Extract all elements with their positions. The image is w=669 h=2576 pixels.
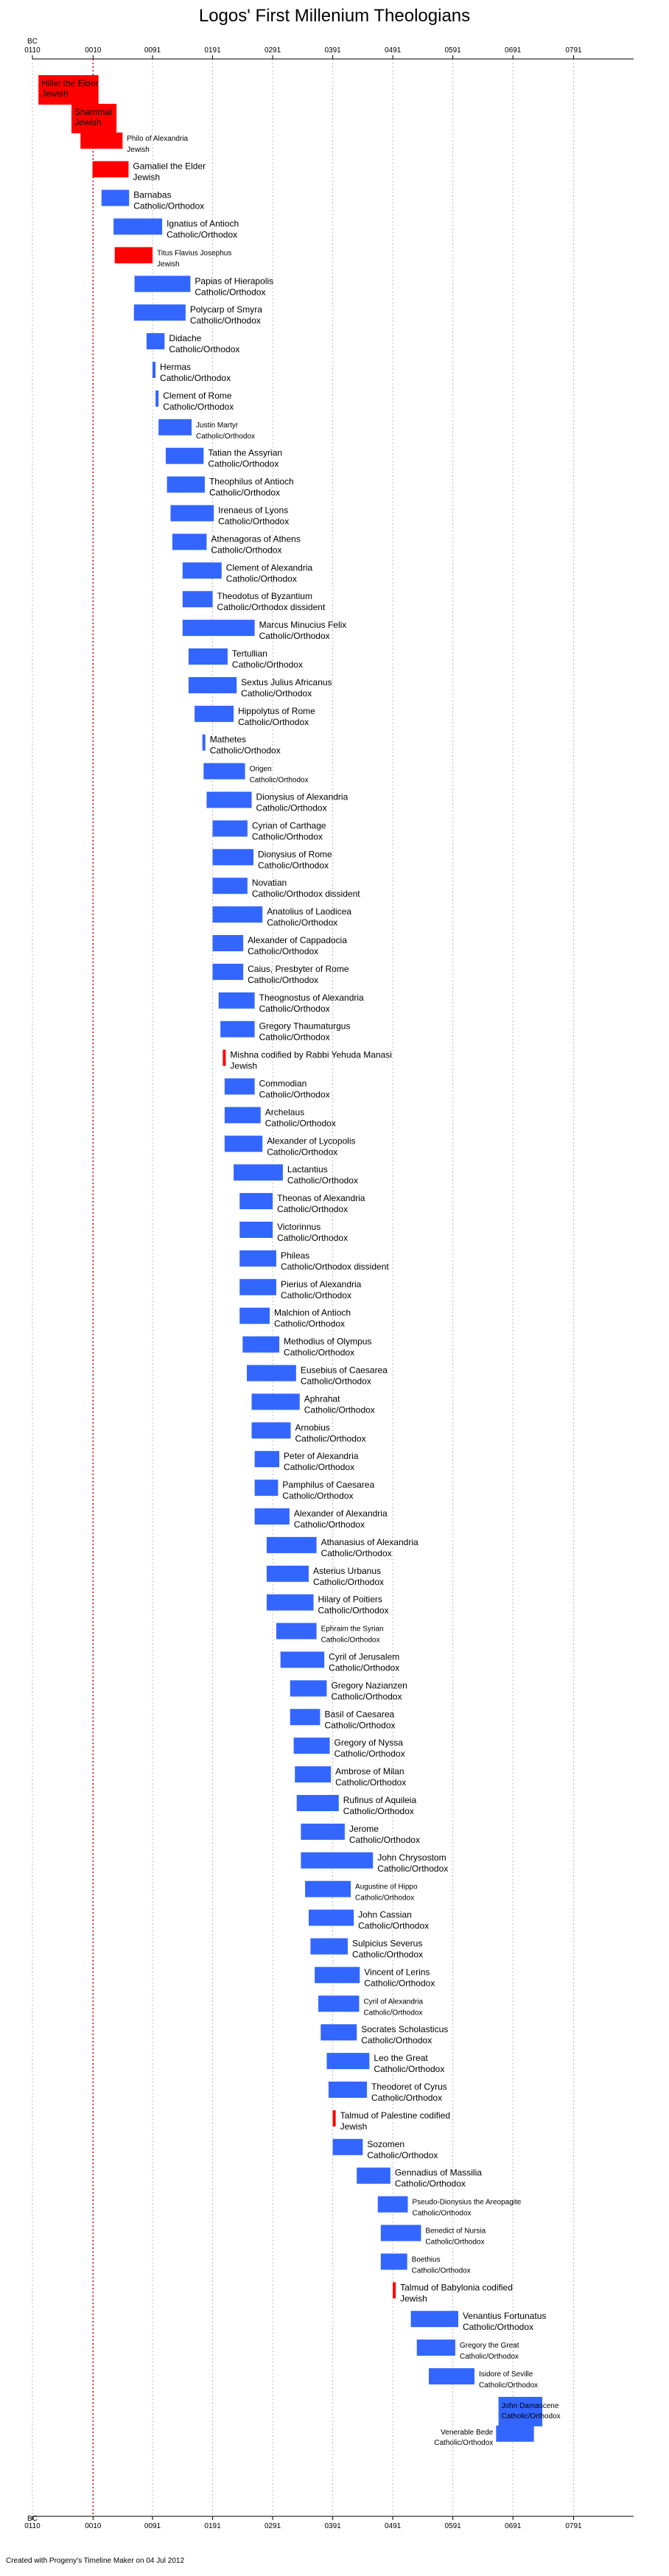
event-group: Jewish bbox=[230, 1060, 258, 1071]
event-group: Catholic/Orthodox bbox=[231, 659, 303, 670]
tick-label: 0091 bbox=[144, 2522, 161, 2530]
event-group: Catholic/Orthodox bbox=[267, 917, 338, 928]
event-bar bbox=[147, 333, 164, 349]
tick-label: 0110 bbox=[24, 2522, 41, 2530]
event-name: Hillel the Elder bbox=[41, 78, 99, 88]
event-bar bbox=[496, 2426, 533, 2442]
event-name: Titus Flavius Josephus bbox=[157, 249, 232, 258]
event-bar bbox=[315, 1967, 360, 1983]
event-group: Catholic/Orthodox bbox=[374, 2064, 445, 2075]
event-bar bbox=[255, 1508, 290, 1525]
tick-label: 0010 bbox=[85, 46, 102, 55]
event-group: Jewish bbox=[400, 2293, 427, 2304]
event-bar bbox=[225, 1135, 262, 1152]
tick-label: 0591 bbox=[444, 2522, 461, 2530]
event-name: Cyril of Alexandria bbox=[363, 1998, 424, 2006]
event-name: Theodotus of Byzantium bbox=[217, 591, 312, 602]
event-bar bbox=[393, 2282, 396, 2298]
event-bar bbox=[203, 763, 245, 780]
event-bar bbox=[305, 1881, 351, 1897]
event-name: Polycarp of Smyra bbox=[189, 304, 262, 315]
event-bar bbox=[115, 247, 153, 263]
event-group: Catholic/Orthodox bbox=[238, 716, 309, 727]
event-name: Victorinnus bbox=[277, 1222, 321, 1232]
event-group: Catholic/Orthodox bbox=[287, 1175, 358, 1186]
event-bar bbox=[310, 1939, 348, 1955]
event-bar bbox=[183, 591, 213, 607]
event-name: Sulpicius Severus bbox=[351, 1938, 423, 1949]
event-bar bbox=[247, 1365, 296, 1382]
event-bar bbox=[239, 1308, 270, 1324]
event-name: Pamphilus of Caesarea bbox=[282, 1480, 375, 1491]
event-name: Origen bbox=[249, 765, 272, 774]
event-name: Asterius Urbanus bbox=[312, 1565, 382, 1576]
event-group: Catholic/Orthodox bbox=[363, 2009, 423, 2017]
event-bar bbox=[234, 1164, 283, 1180]
event-name: Augustine of Hippo bbox=[355, 1883, 418, 1891]
event-group: Catholic/Orthodox bbox=[277, 1204, 348, 1215]
event-group: Catholic/Orthodox bbox=[248, 946, 319, 956]
event-bar bbox=[297, 1795, 339, 1811]
event-group: Catholic/Orthodox bbox=[251, 831, 323, 842]
event-name: Rufinus of Aquileia bbox=[343, 1795, 417, 1805]
event-name: Alexander of Cappadocia bbox=[248, 935, 347, 945]
event-bar bbox=[429, 2368, 474, 2384]
event-name: Aphrahat bbox=[304, 1393, 340, 1404]
event-bar bbox=[294, 1737, 330, 1754]
event-bar bbox=[381, 2253, 407, 2269]
tick-label: 0791 bbox=[565, 46, 582, 55]
event-name: Vincent of Lerins bbox=[364, 1967, 430, 1978]
event-group: Jewish bbox=[41, 88, 69, 99]
tick-label: 0691 bbox=[505, 46, 522, 55]
event-group: Catholic/Orthodox bbox=[434, 2438, 494, 2447]
event-group: Catholic/Orthodox bbox=[163, 401, 234, 412]
tick-label: 0491 bbox=[384, 46, 402, 55]
event-name: Theophilus of Antioch bbox=[209, 476, 294, 487]
event-group: Jewish bbox=[133, 172, 161, 183]
event-name: Clement of Alexandria bbox=[225, 562, 313, 573]
event-bar bbox=[239, 1279, 276, 1295]
event-group: Catholic/Orthodox bbox=[195, 287, 266, 298]
event-bar bbox=[213, 964, 244, 980]
event-name: Theonas of Alexandria bbox=[277, 1193, 365, 1204]
event-group: Catholic/Orthodox bbox=[329, 1662, 400, 1673]
event-bar bbox=[225, 1079, 255, 1095]
event-bar bbox=[252, 1393, 300, 1410]
event-name: Peter of Alexandria bbox=[284, 1451, 359, 1462]
event-name: Gregory of Nyssa bbox=[334, 1737, 403, 1749]
event-group: Jewish bbox=[127, 145, 150, 154]
event-bar bbox=[158, 419, 192, 435]
event-group: Catholic/Orthodox bbox=[371, 2093, 443, 2103]
era-label: BC bbox=[27, 38, 38, 46]
event-name: Methodius of Olympus bbox=[284, 1336, 372, 1347]
event-bar bbox=[213, 906, 263, 923]
event-bar bbox=[113, 219, 162, 235]
event-name: John Cassian bbox=[358, 1909, 412, 1920]
event-bar bbox=[225, 1107, 261, 1123]
event-group: Catholic/Orthodox bbox=[478, 2381, 539, 2390]
event-group: Jewish bbox=[74, 116, 102, 127]
tick-label: 0791 bbox=[565, 2522, 582, 2530]
event-bar bbox=[255, 1480, 279, 1496]
event-group: Catholic/Orthodox bbox=[209, 487, 281, 498]
tick-label: 0691 bbox=[505, 2522, 522, 2530]
event-name: Hippolytus of Rome bbox=[238, 705, 315, 716]
event-name: Sozomen bbox=[367, 2138, 405, 2149]
event-name: Talmud of Babylonia codified bbox=[400, 2282, 513, 2293]
event-group: Catholic/Orthodox bbox=[412, 2209, 472, 2218]
event-bar bbox=[333, 2110, 336, 2127]
event-bar bbox=[213, 878, 248, 894]
event-bar bbox=[166, 448, 203, 464]
event-group: Catholic/Orthodox bbox=[167, 229, 238, 240]
tick-label: 0091 bbox=[144, 46, 161, 55]
event-group: Catholic/Orthodox bbox=[259, 1089, 330, 1100]
event-name: Mishna codified by Rabbi Yehuda Manasi bbox=[230, 1049, 392, 1060]
event-group: Catholic/Orthodox bbox=[189, 315, 261, 326]
event-bar bbox=[290, 1709, 321, 1725]
event-name: Hermas bbox=[160, 362, 192, 372]
event-bar bbox=[183, 620, 255, 636]
event-group: Catholic/Orthodox bbox=[321, 1636, 380, 1645]
event-group: Catholic/Orthodox bbox=[293, 1519, 365, 1530]
event-group: Catholic/Orthodox bbox=[248, 974, 319, 985]
event-bar bbox=[411, 2311, 458, 2327]
event-group: Catholic/Orthodox bbox=[411, 2267, 471, 2275]
event-group: Catholic/Orthodox bbox=[459, 2353, 519, 2362]
event-bar bbox=[417, 2339, 455, 2356]
event-group: Catholic/Orthodox bbox=[361, 2035, 432, 2046]
event-group: Catholic/Orthodox bbox=[133, 200, 205, 211]
event-name: Marcus Minucius Felix bbox=[259, 620, 347, 631]
event-group: Catholic/Orthodox bbox=[348, 1834, 420, 1845]
event-name: Malchion of Antioch bbox=[273, 1307, 351, 1318]
event-name: Talmud of Palestine codified bbox=[340, 2110, 451, 2121]
event-name: Phileas bbox=[280, 1250, 310, 1261]
event-name: Commodian bbox=[259, 1078, 307, 1089]
event-bar bbox=[281, 1652, 325, 1668]
event-group: Jewish bbox=[157, 260, 180, 269]
tick-label: 0010 bbox=[85, 2522, 102, 2530]
event-group: Catholic/Orthodox bbox=[267, 1147, 338, 1158]
event-group: Catholic/Orthodox bbox=[343, 1806, 414, 1816]
event-group: Catholic/Orthodox bbox=[211, 545, 282, 556]
event-name: Lactantius bbox=[287, 1164, 328, 1175]
event-bar bbox=[153, 362, 155, 378]
event-bar bbox=[333, 2139, 363, 2155]
event-bar bbox=[357, 2168, 390, 2184]
event-group: Catholic/Orthodox bbox=[284, 1462, 355, 1473]
event-bar bbox=[242, 1337, 279, 1353]
event-bar bbox=[309, 1910, 354, 1926]
event-bar bbox=[189, 648, 228, 665]
event-name: Theognostus of Alexandria bbox=[259, 992, 364, 1003]
event-group: Catholic/Orthodox bbox=[241, 687, 312, 699]
event-group: Catholic/Orthodox dissident bbox=[251, 889, 360, 900]
event-group: Catholic/Orthodox bbox=[277, 1233, 348, 1243]
event-bar bbox=[301, 1824, 345, 1840]
event-name: Athenagoras of Athens bbox=[211, 533, 301, 545]
event-bar bbox=[213, 820, 248, 836]
event-name: Boethius bbox=[411, 2255, 441, 2264]
event-bar bbox=[255, 1451, 279, 1467]
event-group: Catholic/Orthodox bbox=[256, 802, 327, 813]
event-name: Jerome bbox=[348, 1823, 379, 1834]
event-name: Tertullian bbox=[231, 648, 267, 659]
event-name: Archelaus bbox=[265, 1107, 305, 1118]
event-name: Venerable Bede bbox=[441, 2428, 494, 2437]
event-bar bbox=[167, 477, 205, 493]
event-name: Shammai bbox=[74, 106, 112, 117]
event-name: Novatian bbox=[251, 878, 287, 889]
tick-label: 0391 bbox=[324, 2522, 341, 2530]
event-name: Alexander of Lycopolis bbox=[267, 1135, 356, 1147]
event-name: Pseudo-Dionysius the Areopagite bbox=[412, 2198, 522, 2207]
event-group: Catholic/Orthodox bbox=[312, 1576, 385, 1587]
event-name: Philo of Alexandria bbox=[127, 134, 189, 143]
event-name: Venantius Fortunatus bbox=[462, 2311, 547, 2322]
event-bar bbox=[203, 735, 206, 751]
event-bar bbox=[223, 1050, 225, 1066]
event-group: Catholic/Orthodox bbox=[282, 1491, 354, 1502]
tick-label: 0591 bbox=[444, 46, 461, 55]
event-name: Athanasius of Alexandria bbox=[321, 1536, 418, 1547]
event-name: Ambrose of Milan bbox=[335, 1766, 404, 1777]
event-name: Dionysius of Alexandria bbox=[256, 791, 348, 802]
event-bar bbox=[267, 1595, 314, 1611]
event-name: Gregory the Great bbox=[459, 2342, 519, 2351]
event-group: Catholic/Orthodox bbox=[501, 2412, 561, 2421]
event-name: Cyrian of Carthage bbox=[251, 820, 326, 831]
event-name: Alexander of Alexandria bbox=[293, 1508, 388, 1519]
event-bar bbox=[276, 1623, 317, 1639]
tick-label: 0291 bbox=[264, 2522, 281, 2530]
event-name: Dionysius of Rome bbox=[257, 849, 332, 860]
event-group: Catholic/Orthodox bbox=[208, 458, 279, 469]
event-group: Catholic/Orthodox bbox=[295, 1433, 366, 1444]
event-bar bbox=[499, 2397, 543, 2426]
event-name: Hilary of Poitiers bbox=[318, 1594, 382, 1605]
event-bar bbox=[102, 190, 129, 206]
event-name: Justin Martyr bbox=[196, 421, 239, 430]
event-name: Leo the Great bbox=[374, 2053, 428, 2064]
event-bar bbox=[267, 1566, 309, 1582]
event-name: Socrates Scholasticus bbox=[361, 2024, 449, 2035]
event-group: Catholic/Orthodox bbox=[249, 776, 309, 785]
event-group: Catholic/Orthodox bbox=[321, 1547, 392, 1558]
footer-credit: Created with Progeny's Timeline Maker on 04 Jul 2012 bbox=[6, 2557, 185, 2565]
event-bar bbox=[381, 2225, 421, 2241]
event-bar bbox=[195, 706, 234, 722]
event-bar bbox=[321, 2024, 357, 2040]
event-group: Catholic/Orthodox bbox=[351, 1949, 424, 1960]
event-group: Jewish bbox=[340, 2121, 368, 2132]
tick-label: 0291 bbox=[264, 46, 281, 55]
event-group: Catholic/Orthodox bbox=[377, 1863, 449, 1874]
event-group: Catholic/Orthodox bbox=[335, 1777, 407, 1788]
event-group: Catholic/Orthodox bbox=[425, 2238, 485, 2247]
event-name: Didache bbox=[169, 333, 202, 344]
event-name: Papias of Hierapolis bbox=[195, 276, 274, 287]
event-bar bbox=[155, 391, 158, 407]
event-group: Catholic/Orthodox bbox=[265, 1118, 336, 1129]
event-bar bbox=[93, 161, 129, 178]
event-group: Catholic/Orthodox bbox=[259, 1003, 330, 1014]
event-group: Catholic/Orthodox bbox=[160, 373, 231, 383]
event-bar bbox=[295, 1766, 331, 1782]
event-bar bbox=[220, 1021, 254, 1037]
event-name: Ignatius of Antioch bbox=[167, 218, 239, 229]
event-name: Irenaeus of Lyons bbox=[218, 505, 289, 516]
event-group: Catholic/Orthodox bbox=[259, 1032, 330, 1043]
event-name: Pierius of Alexandria bbox=[280, 1278, 362, 1289]
event-name: Clement of Rome bbox=[163, 390, 232, 401]
event-group: Catholic/Orthodox bbox=[364, 1978, 435, 1989]
event-group: Catholic/Orthodox bbox=[324, 1720, 396, 1731]
event-group: Catholic/Orthodox bbox=[225, 573, 297, 584]
event-name: Gennadius of Massilia bbox=[394, 2167, 482, 2178]
event-bar bbox=[170, 505, 214, 522]
event-group: Catholic/Orthodox dissident bbox=[280, 1261, 389, 1272]
tick-label: 0191 bbox=[204, 46, 221, 55]
event-group: Catholic/Orthodox bbox=[367, 2149, 438, 2160]
event-group: Catholic/Orthodox bbox=[196, 432, 256, 441]
event-bar bbox=[213, 849, 253, 865]
era-label: BC bbox=[27, 2515, 38, 2523]
event-group: Catholic/Orthodox bbox=[259, 631, 330, 642]
event-bar bbox=[239, 1222, 273, 1238]
event-name: Ephraim the Syrian bbox=[321, 1625, 384, 1634]
event-name: John Damascene bbox=[501, 2401, 559, 2410]
event-name: Gregory Thaumaturgus bbox=[259, 1021, 351, 1032]
tick-label: 0110 bbox=[24, 46, 41, 55]
event-group: Catholic/Orthodox bbox=[462, 2322, 534, 2333]
event-name: Caius, Presbyter of Rome bbox=[248, 963, 349, 974]
event-group: Catholic/Orthodox bbox=[273, 1318, 346, 1329]
event-bar bbox=[80, 133, 122, 149]
event-group: Catholic/Orthodox bbox=[257, 860, 329, 871]
event-name: Tatian the Assyrian bbox=[208, 447, 283, 458]
event-bar bbox=[134, 304, 186, 321]
event-group: Catholic/Orthodox bbox=[394, 2178, 466, 2189]
event-name: Eusebius of Caesarea bbox=[300, 1365, 388, 1376]
event-group: Catholic/Orthodox bbox=[218, 516, 290, 527]
event-name: Cyril of Jerusalem bbox=[329, 1651, 400, 1662]
event-group: Catholic/Orthodox bbox=[331, 1691, 402, 1702]
event-group: Catholic/Orthodox bbox=[358, 1920, 430, 1931]
event-bar bbox=[213, 935, 244, 951]
event-group: Catholic/Orthodox bbox=[280, 1289, 352, 1301]
event-group: Catholic/Orthodox dissident bbox=[217, 602, 326, 613]
event-bar bbox=[329, 2082, 367, 2098]
event-name: Anatolius of Laodicea bbox=[267, 906, 351, 917]
event-bar bbox=[239, 1250, 276, 1267]
event-bar bbox=[219, 993, 255, 1009]
event-bar bbox=[183, 562, 222, 578]
event-group: Catholic/Orthodox bbox=[304, 1404, 375, 1415]
event-name: Isidore of Seville bbox=[478, 2370, 533, 2379]
event-bar bbox=[378, 2197, 408, 2213]
event-name: Theodoret of Cyrus bbox=[371, 2082, 447, 2092]
tick-label: 0391 bbox=[324, 46, 341, 55]
event-bar bbox=[206, 792, 251, 808]
event-name: Arnobius bbox=[295, 1422, 330, 1433]
event-bar bbox=[239, 1193, 273, 1209]
chart-title: Logos' First Millenium Theologians bbox=[198, 6, 471, 26]
event-bar bbox=[189, 677, 237, 693]
event-group: Catholic/Orthodox bbox=[318, 1605, 389, 1616]
event-bar bbox=[252, 1422, 291, 1438]
event-name: Sextus Julius Africanus bbox=[241, 676, 332, 687]
event-name: John Chrysostom bbox=[377, 1852, 446, 1863]
event-group: Catholic/Orthodox bbox=[284, 1347, 355, 1358]
event-name: Benedict of Nursia bbox=[425, 2227, 486, 2236]
event-group: Catholic/Orthodox bbox=[300, 1376, 371, 1387]
event-group: Catholic/Orthodox bbox=[355, 1894, 415, 1903]
event-name: Gregory Nazianzen bbox=[331, 1680, 407, 1691]
event-bar bbox=[135, 276, 191, 292]
event-name: Mathetes bbox=[209, 734, 247, 745]
event-bar bbox=[172, 533, 206, 550]
tick-label: 0191 bbox=[204, 2522, 221, 2530]
event-group: Catholic/Orthodox bbox=[169, 344, 240, 355]
event-name: Barnabas bbox=[133, 189, 172, 200]
tick-label: 0491 bbox=[384, 2522, 402, 2530]
event-bar bbox=[318, 1995, 359, 2012]
event-bar bbox=[301, 1852, 373, 1869]
event-bar bbox=[290, 1680, 327, 1696]
event-name: Basil of Caesarea bbox=[324, 1709, 395, 1720]
event-group: Catholic/Orthodox bbox=[334, 1749, 405, 1760]
event-group: Catholic/Orthodox bbox=[209, 745, 281, 756]
event-bar bbox=[267, 1537, 317, 1553]
event-name: Gamaliel the Elder bbox=[133, 161, 206, 172]
event-bar bbox=[326, 2053, 369, 2069]
